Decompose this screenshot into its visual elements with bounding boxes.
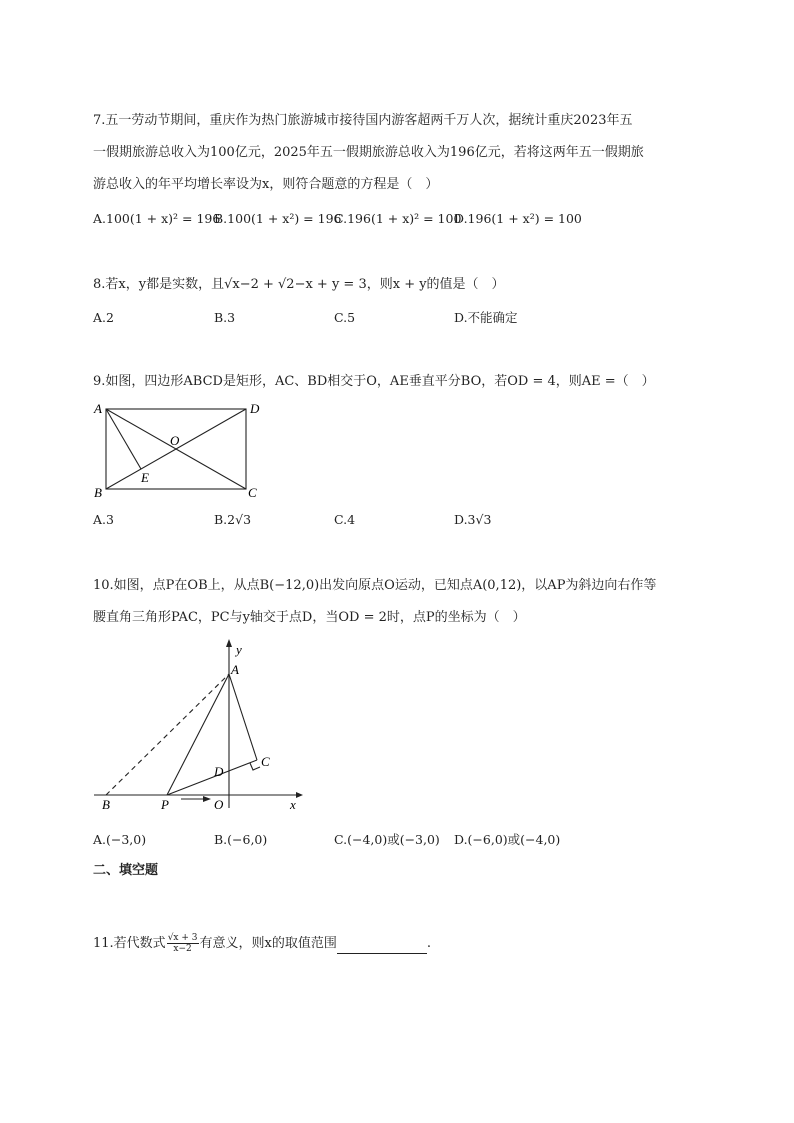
q9-rectangle-figure	[90, 398, 270, 504]
x-axis-arrowhead	[296, 792, 303, 798]
q10-coordinate-figure	[90, 638, 310, 813]
segment-ba-dashed	[106, 674, 229, 795]
label-o: O	[170, 433, 180, 448]
label-p: P	[161, 797, 169, 812]
q7-option-a: A.100(1 + x)² = 196	[93, 211, 221, 226]
segment-ae	[106, 409, 141, 469]
q9-option-c: C.4	[334, 512, 356, 527]
segment-pc	[167, 760, 257, 795]
label-d: D	[250, 401, 260, 416]
label-c: C	[261, 754, 270, 769]
q11-prefix: 11.若代数式	[93, 936, 166, 951]
label-x: x	[290, 797, 296, 812]
label-d: D	[214, 764, 224, 779]
label-a: A	[94, 401, 102, 416]
label-a: A	[231, 662, 239, 677]
q8-option-a: A.2	[93, 310, 114, 325]
q10-option-a: A.(−3,0)	[93, 832, 147, 847]
q11-suffix: 有意义，则x的取值范围	[199, 936, 337, 951]
section-title: 二、填空题	[93, 863, 159, 878]
q8-option-d: D.不能确定	[454, 310, 518, 325]
q10-option-d: D.(−6,0)或(−4,0)	[454, 832, 561, 847]
q8-stem: 8.若x，y都是实数，且√x−2 + √2−x + y = 3，则x + y的值是（ ）	[93, 277, 505, 292]
q7-option-d: D.196(1 + x²) = 100	[454, 211, 582, 226]
q10-option-b: B.(−6,0)	[214, 832, 268, 847]
q10-line2: 腰直角三角形PAC，PC与y轴交于点D，当OD = 2时，点P的坐标为（ ）	[93, 610, 526, 625]
segment-ac	[229, 674, 257, 760]
q8-option-c: C.5	[334, 310, 356, 325]
q8-option-b: B.3	[214, 310, 236, 325]
q7-line2: 一假期旅游总收入为100亿元，2025年五一假期旅游总收入为196亿元，若将这两年五一假期旅	[93, 145, 644, 160]
q10-line1: 10.如图，点P在OB上，从点B(−12,0)出发向原点O运动，已知点A(0,12)，以AP为斜边向右作等	[93, 578, 657, 593]
label-b: B	[94, 485, 102, 500]
q7-line1: 7.五一劳动节期间，重庆作为热门旅游城市接待国内游客超两千万人次，据统计重庆2023年五	[93, 113, 633, 128]
y-axis-arrowhead	[226, 639, 232, 647]
label-e: E	[141, 470, 149, 485]
motion-arrowhead	[203, 796, 211, 802]
label-b: B	[102, 797, 110, 812]
q7-line3: 游总收入的年平均增长率设为x，则符合题意的方程是（ ）	[93, 177, 439, 192]
q7-option-c: C.196(1 + x)² = 100	[334, 211, 462, 226]
q9-option-a: A.3	[93, 512, 114, 527]
q11-stem	[93, 933, 431, 954]
label-c: C	[248, 485, 257, 500]
q11-fraction	[167, 933, 199, 954]
q10-option-c: C.(−4,0)或(−3,0)	[334, 832, 440, 847]
q9-option-b: B.2√3	[214, 512, 252, 527]
label-y: y	[236, 642, 242, 657]
q11-fraction-numerator: √x + 3	[167, 933, 198, 943]
q7-option-b: B.100(1 + x²) = 196	[214, 211, 342, 226]
q11-fraction-denominator: x−2	[173, 944, 192, 954]
q9-stem: 9.如图，四边形ABCD是矩形，AC、BD相交于O，AE垂直平分BO，若OD = 4，则AE =（ ）	[93, 374, 655, 389]
q9-option-d: D.3√3	[454, 512, 492, 527]
q11-answer-blank[interactable]	[337, 939, 427, 954]
label-o: O	[214, 797, 224, 812]
q11-end: .	[426, 936, 431, 951]
right-angle-marker	[250, 763, 260, 770]
